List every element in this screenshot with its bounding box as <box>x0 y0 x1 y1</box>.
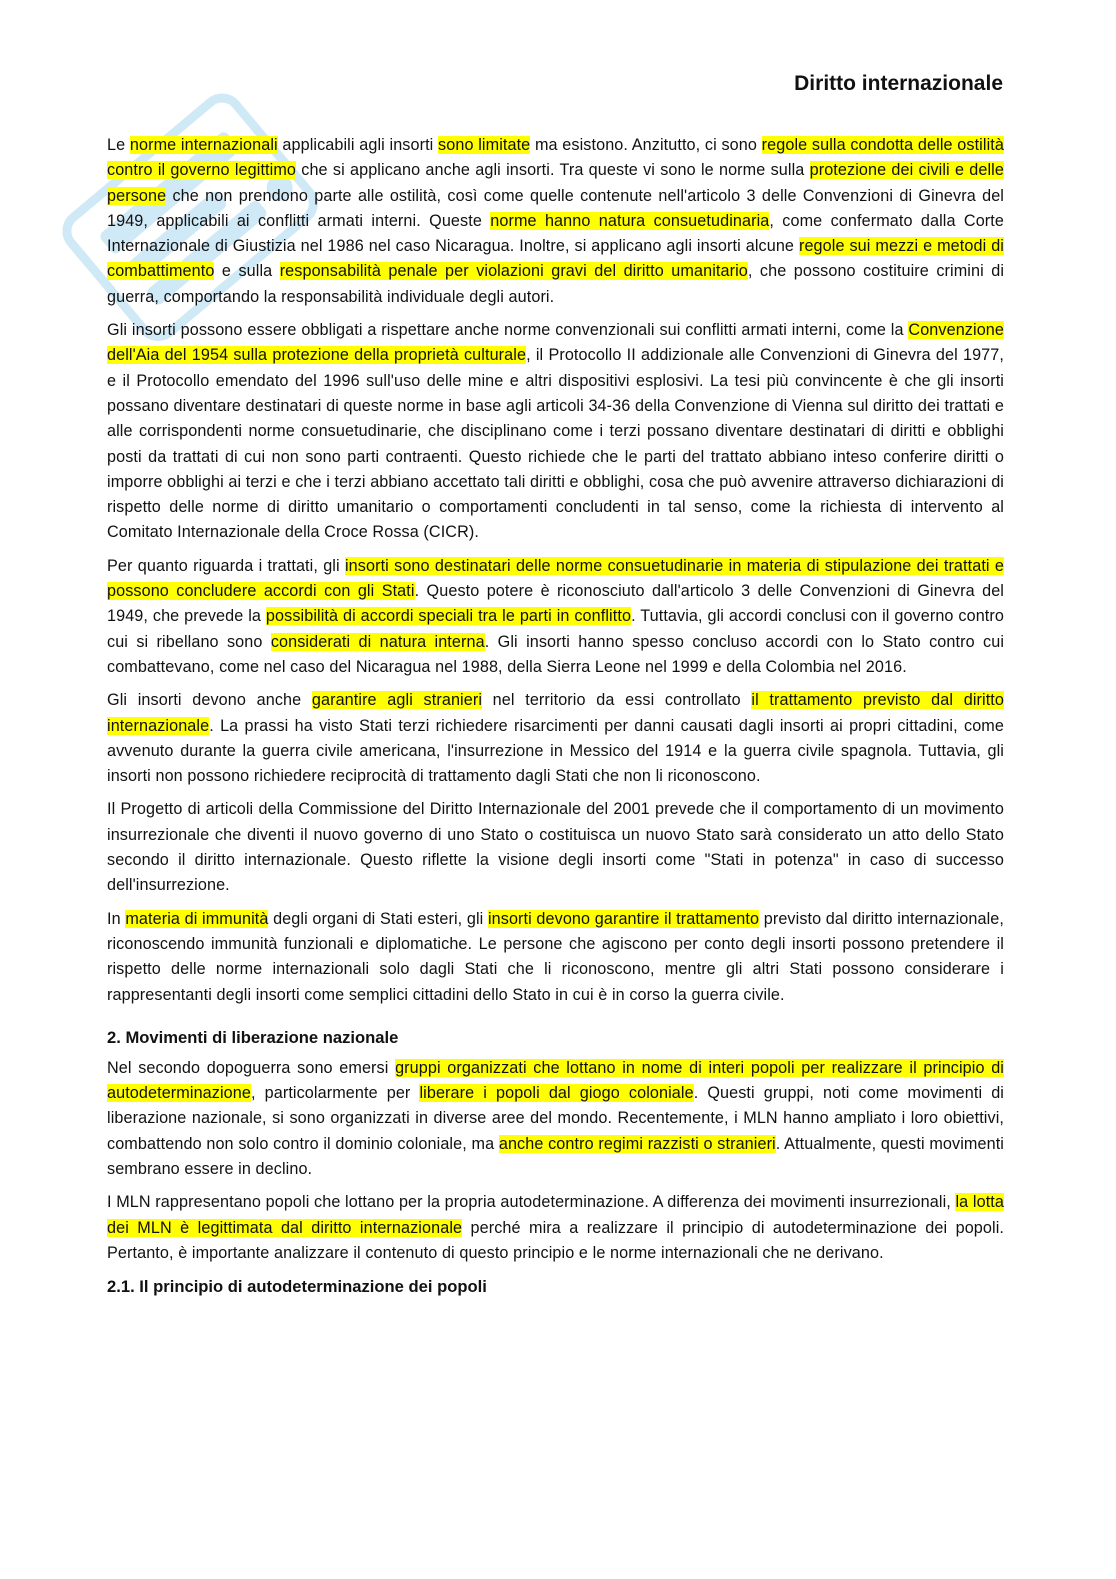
highlighted-text: il trattamento previsto dal diritto internazionale <box>107 691 1004 735</box>
highlighted-text: garantire agli stranieri <box>311 691 483 710</box>
text-run: , il Protocollo II addizionale alle Convenzioni di Ginevra del 1977, e il Protocollo emendato del 1996 sull'uso delle mine e altri dispositivi esplosivi. La tesi più convincente è che gli insorti possano diventare destinatari di queste norme in base agli articoli 34-36 della Convenzione di Vienna sul diritto dei trattati e alle corrispondenti norme consuetudinarie, che disciplinano come i terzi possano diventare destinatari di diritti e obblighi posti da trattati di cui non sono parti contraenti. Questo richiede che le parti del trattato abbiano inteso conferire diritti o imporre obblighi ai terzi e che i terzi abbiano accettato tali diritti e obblighi, cosa che può avvenire attraverso dichiarazioni di rispetto delle norme di diritto umanitario o comportamenti concludenti in tal senso, come la richiesta di intervento al Comitato Internazionale della Croce Rossa (CICR). <box>107 346 1004 542</box>
highlighted-text: gruppi organizzati che lottano in nome di interi popoli per realizzare il principio di autodeterminazione <box>107 1058 1005 1103</box>
highlighted-text: insorti sono destinatari delle norme consuetudinarie in materia di stipulazione dei trattati e possono concludere accordi con gli Stati <box>107 556 1004 601</box>
text-run: ma esistono. Anzitutto, ci sono <box>530 136 762 154</box>
highlighted-text: Convenzione dell'Aia del 1954 sulla protezione della proprietà culturale <box>107 321 1004 365</box>
paragraph <box>107 554 1004 680</box>
text-run: , che possono costituire crimini di guerra, comportando la responsabilità individuale degli autori. <box>107 262 1005 306</box>
section-title: 2. Movimenti di liberazione nazionale <box>107 1027 399 1047</box>
section-paragraphs <box>107 1056 1004 1266</box>
text-run: Nel secondo dopoguerra sono emersi <box>107 1058 396 1077</box>
text-run: . Attualmente, questi movimenti sembrano essere in declino. <box>107 1134 1004 1178</box>
paragraph <box>107 688 1004 789</box>
text-run: , come confermato dalla Corte Internazionale di Giustizia nel 1986 nel caso Nicaragua. Inoltre, si applicano agli insorti alcune <box>107 211 1004 256</box>
text-run: che si applicano anche agli insorti. Tra queste vi sono le norme sulla <box>296 161 810 180</box>
paragraph <box>107 1056 1004 1182</box>
text-run: . Questo potere è riconosciuto dall'articolo 3 delle Convenzioni di Ginevra del 1949, che prevede la <box>107 582 1005 626</box>
paragraph <box>107 797 1004 898</box>
intro-paragraphs <box>107 133 1004 1008</box>
text-run: che non prendono parte alle ostilità, così come quelle contenute nell'articolo 3 delle Convenzioni di Ginevra del 1949, applicabili ai conflitti armati interni. Queste <box>107 186 1004 230</box>
page-header-title: Diritto internazionale <box>794 72 1003 95</box>
text-run: e sulla <box>214 262 280 281</box>
text-run: degli organi di Stati esteri, gli <box>268 909 488 928</box>
highlighted-text: considerati di natura interna <box>270 632 485 651</box>
text-run: . Tuttavia, gli accordi conclusi con il governo contro cui si ribellano sono <box>107 607 1005 651</box>
text-run: Per quanto riguarda i trattati, gli <box>107 556 345 575</box>
document-body <box>107 133 1004 1299</box>
paragraph <box>107 907 1004 1008</box>
text-run: nel territorio da essi controllato <box>482 691 752 710</box>
text-run: Gli insorti possono essere obbligati a rispettare anche norme convenzionali sui conflitti armati interni, come la <box>107 321 909 340</box>
highlighted-text: sono limitate <box>438 136 531 154</box>
highlighted-text: la lotta dei MLN è legittimata dal diritto internazionale <box>107 1193 1004 1237</box>
highlighted-text: liberare i popoli dal giogo coloniale <box>419 1084 694 1103</box>
highlighted-text: anche contro regimi razzisti o stranieri <box>498 1134 776 1153</box>
text-run: previsto dal diritto internazionale, riconoscendo immunità funzionali e diplomatiche. Le persone che agiscono per conto degli insorti possono pretendere il rispetto delle norme internazionali solo dagli Stati che li riconoscono, mentre gli altri Stati possono considerare i rappresentanti degli insorti come semplici cittadini dello Stato in cui è in corso la guerra civile. <box>107 909 1004 1004</box>
text-run: In <box>107 909 126 928</box>
highlighted-text: regole sui mezzi e metodi di combattimento <box>107 237 1004 281</box>
paragraph <box>107 1190 1004 1266</box>
text-run: . Gli insorti hanno spesso concluso accordi con lo Stato contro cui combattevano, come nel caso del Nicaragua nel 1988, della Sierra Leone nel 1999 e della Colombia nel 2016. <box>107 632 1005 676</box>
highlighted-text: regole sulla condotta delle ostilità contro il governo legittimo <box>107 136 1004 180</box>
text-run: . La prassi ha visto Stati terzi richiedere risarcimenti per danni causati dagli insorti ai propri cittadini, come avvenuto durante la guerra civile americana, l'insurrezione in Messico del 1914 e la guerra civile spagnola. Tuttavia, gli insorti non possono richiedere reciprocità di trattamento dagli Stati che non li riconoscono. <box>107 716 1004 786</box>
highlighted-text: protezione dei civili e delle persone <box>107 161 1004 205</box>
text-run: perché mira a realizzare il principio di autodeterminazione dei popoli. Pertanto, è importante analizzare il contenuto di questo principio e le norme internazionali che ne derivano. <box>107 1218 1004 1262</box>
text-run: Le <box>107 136 130 154</box>
subsection-title: 2.1. Il principio di autodeterminazione dei popoli <box>107 1277 487 1297</box>
text-run: applicabili agli insorti <box>277 136 439 154</box>
highlighted-text: norme internazionali <box>129 136 278 154</box>
text-run: Gli insorti devono anche <box>107 691 312 710</box>
text-run: I MLN rappresentano popoli che lottano per la propria autodeterminazione. A differenza dei movimenti insurrezionali, <box>107 1193 956 1212</box>
paragraph <box>107 318 1004 546</box>
text-run: , particolarmente per <box>251 1084 420 1103</box>
text-run: Il Progetto di articoli della Commissione del Diritto Internazionale del 2001 prevede che il comportamento di un movimento insurrezionale che diventi il nuovo governo di uno Stato o costituisca un nuovo Stato sarà considerato un atto dello Stato secondo il diritto internazionale. Questo riflette la visione degli insorti come "Stati in potenza" in caso di successo dell'insurrezione. <box>107 800 1004 895</box>
highlighted-text: responsabilità penale per violazioni gravi del diritto umanitario <box>279 262 748 281</box>
highlighted-text: materia di immunità <box>125 909 269 928</box>
highlighted-text: possibilità di accordi speciali tra le parti in conflitto <box>265 607 632 626</box>
paragraph <box>107 133 1004 310</box>
text-run: . Questi gruppi, noti come movimenti di liberazione nazionale, si sono organizzati in diverse aree del mondo. Recentemente, i MLN hanno ampliato i loro obiettivi, combattendo non solo contro il dominio coloniale, ma <box>107 1084 1005 1153</box>
highlighted-text: insorti devono garantire il trattamento <box>487 909 760 928</box>
highlighted-text: norme hanno natura consuetudinaria <box>490 211 770 230</box>
